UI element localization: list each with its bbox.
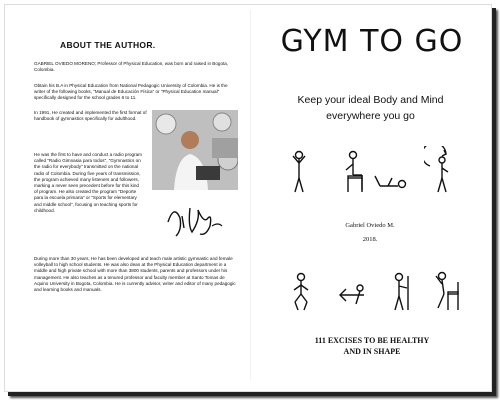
cover-tagline-line-1: 111 EXCISES TO BE HEALTHY xyxy=(314,336,430,345)
bio-paragraph-radio: He was the first to have and conduct a radio program called "Radio Gimnasia para todos", "Gymnastics on the radio for everybody" transmitted on the national radio of Colombia. During five years of transmission, the program achieved many listeners and followers, marking a never seen precedent before for this kind of program. He also created the program "Deporte para la escuela primaria" or "Sports for elementary and middle school", focusing on teaching sports for childhood. xyxy=(34,152,143,213)
exercise-figure-seated-chair xyxy=(342,150,368,194)
author-signature xyxy=(160,196,230,244)
bio-paragraph-intro: GABRIEL OVIEDO MORENO; Professor of Physical Education, was born and raised in Bogota, Colombia. xyxy=(34,61,229,73)
exercise-figure-lying-down xyxy=(372,170,408,192)
exercise-figure-arrow-reach xyxy=(336,282,368,308)
exercise-figure-rotation xyxy=(424,146,454,194)
subtitle-line-1: Keep your ideal Body and Mind xyxy=(297,94,444,106)
about-author-heading: ABOUT THE AUTHOR. xyxy=(60,40,156,50)
author-photo xyxy=(152,110,238,190)
book-subtitle xyxy=(268,92,473,124)
book-title: GYM TO GO xyxy=(280,24,464,59)
bio-paragraph-1991: In 1991, He created and implemented the first format of handbook of gymnastics specifically for adulthood. xyxy=(34,110,147,122)
exercise-figure-standing-arms-up xyxy=(288,150,310,194)
page-divider xyxy=(250,10,251,380)
cover-author: Gabriel Oviedo M. xyxy=(345,222,395,229)
subtitle-line-2: everywhere you go xyxy=(326,110,415,122)
cover-year: 2018. xyxy=(362,236,378,243)
exercise-figure-leaning-pole xyxy=(388,272,414,312)
exercise-figure-chair-stretch xyxy=(432,270,462,312)
exercise-figure-squat xyxy=(290,272,312,312)
bio-paragraph-books: Obtain his B.A in Physical Education from National Pedagogic University of Colombia. He is the writer of the following books, "Manual de Educación Física" or "Physical Education manual" specifically designed for the school grades 6 to 11. xyxy=(34,83,228,101)
cover-tagline-line-2: AND IN SHAPE xyxy=(343,347,401,356)
bio-paragraph-career: During more than 30 years, He has been developed and teach male artistic gymnastic and female volleyball to high school students. He was also dean at the Physical Education department in a middle and high private school with more than 3800 students, parents and professors under his management. He also teaches as a tenured professor and faculty member at Santo Tomas de Aquino University in Bogota, Colombia. He is currently advisor, writer and editor of many pedagogic and learning books and manuals. xyxy=(34,256,236,293)
